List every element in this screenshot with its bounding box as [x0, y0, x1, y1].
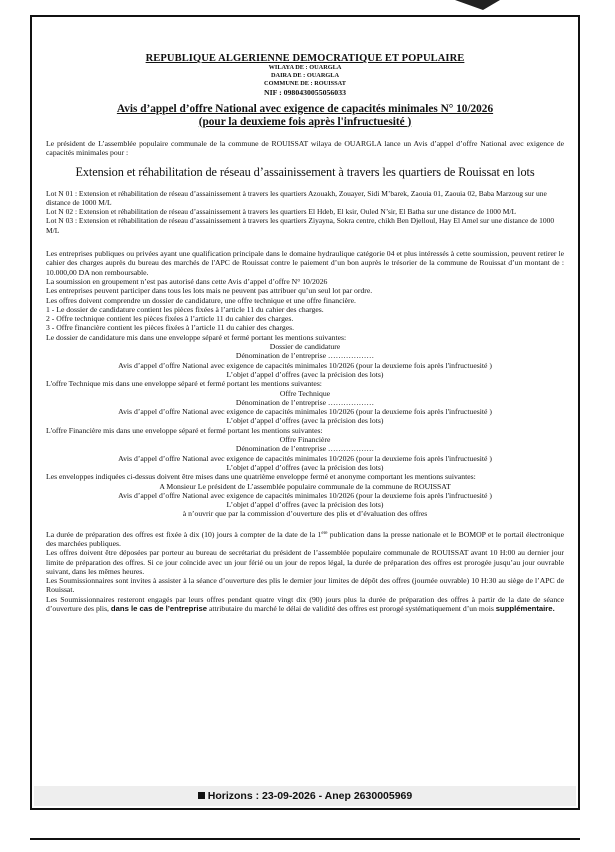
fourth-opening: à n’ouvrir que par la commission d’ouverture des plis et d’évaluation des offres [182, 509, 428, 519]
invite-paragraph: Les Soumissionnaires sont invites à assister à la séance d’ouverture des plis le dernier jour limites de dépôt des offres (journée ouvrable) 10 H:30 au siège de l’APC de Rouissat. [46, 576, 564, 595]
condition-item-3: 3 - Offre financière contient les pièces fixées à l’article 11 du cahier des charges. [46, 323, 295, 333]
condition-grouping: La soumission en groupement n’est pas autorisé dans cette Avis d’appel d’offre N° 10/2026 [46, 276, 328, 286]
bottom-rule [30, 838, 580, 840]
lot-item-1: Lot N 01 : Extension et réhabilitation de réseau d’assainissement à travers les quartiers Azouakh, Zouayer, Sidi M’barek, Zaouia 01, Zaouia 02, Baba Marzoug sur une distance de 1000 M/L [46, 188, 547, 207]
intro-paragraph: Le président de L’assemblée populaire communale de la commune de ROUISSAT wilaya de OUARGLA lance un Avis d’appel d’offre National avec exigence de capacités minimales pour : [46, 139, 564, 158]
square-bullet-icon [198, 792, 205, 799]
daira-line: DAIRA DE : OUARGLA [270, 72, 340, 79]
dossier-label: Dossier de candidature [269, 342, 341, 352]
duration-text-b: publication dans la presse nationale et le BOMOP et le portail électronique des marchées publiques. [46, 529, 564, 548]
avis-title-line2: (pour la deuxieme fois après l'infructuesité ) [198, 115, 412, 128]
technique-objet: L’objet d’appel d’offres (avec la précision des lots) [226, 416, 384, 426]
announcement-frame [30, 15, 580, 810]
envelope-technique [46, 389, 564, 426]
dossier-objet: L’objet d’appel d’offres (avec la précision des lots) [226, 369, 384, 379]
dossier-avis: Avis d’appel d’offre National avec exigence de capacités minimales 10/2026 (pour la deuxieme fois après l'infructuesité ) [118, 360, 492, 370]
engaged-text-a: Les Soumissionnaires resteront engagés par leurs offres pendant quatre vingt dix (90) jours plus la durée de préparation des offres à partir de la date de séance d’ouverture des plis, [46, 594, 564, 614]
technique-label: Offre Technique [279, 388, 331, 398]
commune-line: COMMUNE DE : ROUISSAT [264, 80, 346, 87]
financiere-label: Offre Financière [279, 435, 331, 445]
fourth-avis: Avis d’appel d’offre National avec exigence de capacités minimales 10/2026 (pour la deuxieme fois après l'infructuesité ) [118, 490, 492, 500]
lot-item-3: Lot N 03 : Extension et réhabilitation de réseau d’assainissement à travers les quartiers Ziyayna, Sokra centre, chikh Ben Djelloul, Hay El Amel sur une distance de 1000 M/L [46, 216, 555, 235]
duration-text-a: La durée de préparation des offres est fixée à dix (10) jours à compter de la date de la 1 [46, 529, 322, 539]
condition-lots: Les entreprises peuvent participer dans tous les lots mais ne peuvent pas attribuer qu’un seul lot par ordre. [46, 286, 373, 296]
wilaya-line: WILAYA DE : OUARGLA [268, 64, 342, 71]
engaged-emphasis-1: dans le cas de l’entreprise [110, 604, 208, 614]
engaged-paragraph [46, 595, 564, 614]
financiere-avis: Avis d’appel d’offre National avec exigence de capacités minimales 10/2026 (pour la deuxieme fois après l'infructuesité ) [118, 453, 492, 463]
condition-item-2: 2 - Offre technique contient les pièces fixées à l’article 11 du cahier des charges. [46, 314, 294, 324]
engaged-emphasis-2: supplémentaire. [495, 604, 555, 614]
project-title: Extension et réhabilitation de réseau d’assainissement à travers les quartiers de Rouissat en lots [75, 164, 535, 179]
conditions-section [46, 249, 564, 342]
republic-title: REPUBLIQUE ALGERIENNE DEMOCRATIQUE ET POPULAIRE [145, 53, 465, 64]
dossier-intro: Le dossier de candidature mis dans une enveloppe séparé et fermé portant les mentions suivantes: [46, 332, 347, 342]
condition-item-1: 1 - Le dossier de candidature contient les pièces fixées à l’article 11 du cahier des charges. [46, 304, 324, 314]
duration-paragraph [46, 530, 564, 549]
deposit-paragraph: Les offres doivent être déposées par porteur au bureau de secrétariat du président de l’assemblée populaire communale de ROUISSAT avant 10 H:00 au dernier jour limite de préparation des offres. Si ce jour coïncide avec un jour férié ou un jour de repos légal, la durée de préparation des offres est prorogée jusqu’au jour ouvrable suivant, dans les mêmes heures. [46, 548, 564, 576]
envelope-fourth [46, 482, 564, 519]
fourth-objet: L’objet d’appel d’offres (avec la précision des lots) [226, 500, 384, 510]
top-corner-mark [455, 0, 500, 10]
avis-title-line1: Avis d’appel d’offre National avec exigence de capacités minimales N° 10/2026 [116, 103, 494, 115]
technique-intro: L'offre Technique mis dans une enveloppe séparé et fermé portant les mentions suivantes: [46, 379, 322, 389]
avis-title [46, 103, 564, 128]
lots-list [46, 189, 564, 235]
duration-superscript: ere [321, 530, 328, 536]
engaged-text-c: attributaire du marché le délai de validité des offres est prorogé systématiquement d’un mois [207, 604, 496, 614]
financiere-intro: L'offre Financière mis dans une enveloppe séparé et fermé portant les mentions suivantes: [46, 425, 323, 435]
dossier-denomination: Dénomination de l’entreprise ……………… [235, 351, 375, 361]
technique-denomination: Dénomination de l’entreprise ……………… [235, 397, 375, 407]
fourth-envelope-intro: Les enveloppes indiquées ci-dessus doivent être mises dans une quatrième enveloppe fermé et anonyme comportant les mentions suivantes: [46, 472, 476, 482]
publication-footer [34, 786, 576, 806]
nif-line: NIF : 0980430055056033 [263, 88, 346, 97]
lot-item-2: Lot N 02 : Extension et réhabilitation de réseau d’assainissement à travers les quartiers El Hdeb, El ksir, Ouled N’sir, El Batha sur une distance de 1000 M/L [46, 207, 517, 217]
technique-avis: Avis d’appel d’offre National avec exigence de capacités minimales 10/2026 (pour la deuxieme fois après l'infructuesité ) [118, 407, 492, 417]
final-section [46, 530, 564, 614]
envelope-financiere [46, 435, 564, 472]
financiere-objet: L’objet d’appel d’offres (avec la précision des lots) [226, 462, 384, 472]
fourth-addressee: A Monsieur Le président de L’assemblée populaire communale de la commune de ROUISSAT [159, 481, 451, 491]
announcement-body [46, 53, 564, 613]
condition-offers: Les offres doivent comprendre un dossier de candidature, une offre technique et une offre financière. [46, 295, 356, 305]
condition-eligibility: Les entreprises publiques ou privées ayant une qualification principale dans le domaine hydraulique catégorie 04 et plus intéressés à cette soumission, peuvent retirer le cahier des charges auprès du bureau des marchés de l'APC de Rouissat contre le paiement d’un bon auprès le trésorier de la commune de Rouissat d’un montant de : 10.000,00 DA non remboursable. [46, 249, 564, 277]
footer-text: Horizons : 23-09-2026 - Anep 2630005969 [207, 790, 413, 802]
envelope-dossier [46, 342, 564, 379]
financiere-denomination: Dénomination de l’entreprise ……………… [235, 444, 375, 454]
